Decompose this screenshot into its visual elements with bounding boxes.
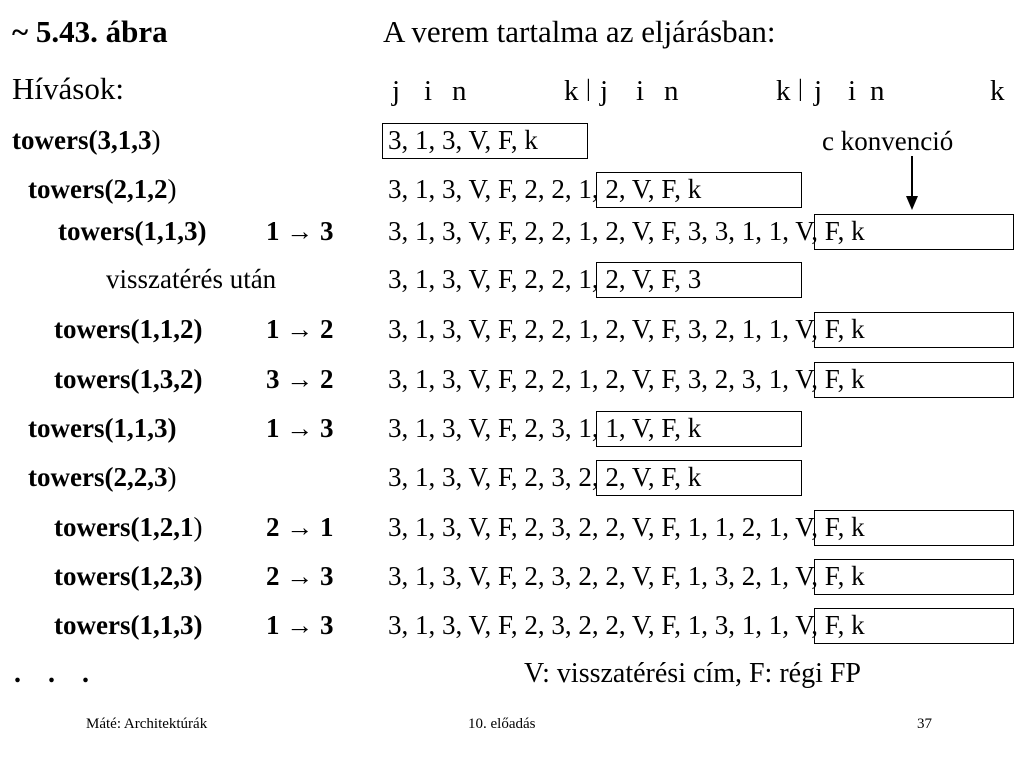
call-close: )	[167, 174, 177, 204]
call-text: towers(1,3,2)	[54, 364, 203, 394]
slide-title: ~ 5.43. ábra	[12, 14, 168, 49]
footer-lecture: 10. előadás	[468, 716, 536, 732]
column-label: n	[452, 75, 467, 107]
move-text: 2 → 1	[266, 512, 334, 542]
stack-text: 3, 1, 3, V, F, 2, 2, 1, 2, V, F, 3, 2, 3, 1, V, F, k	[388, 364, 865, 394]
stack-frame-box	[596, 172, 802, 208]
slide-heading: A verem tartalma az eljárásban:	[383, 14, 776, 49]
stack-frame-box	[814, 510, 1014, 546]
call-row	[28, 464, 176, 491]
move-text: 1 → 3	[266, 413, 334, 443]
call-text: towers(2,2,3	[28, 462, 168, 492]
convention-arrow-icon	[904, 154, 920, 214]
stack-frame-box	[382, 123, 588, 159]
stack-text: 3, 1, 3, V, F, 2, 3, 2, 2, V, F, k	[388, 462, 702, 492]
call-text: towers(1,1,3)	[54, 610, 203, 640]
column-label: k	[776, 75, 791, 107]
call-text: towers(1,1,2)	[54, 314, 203, 344]
move-text: 1 → 3	[266, 610, 334, 640]
column-label: i	[636, 75, 645, 107]
column-label: j	[814, 75, 823, 107]
call-close: )	[151, 125, 161, 155]
call-row	[28, 176, 176, 203]
return-label: visszatérés után	[106, 264, 277, 294]
stack-frame-box	[814, 559, 1014, 595]
column-label: n	[870, 75, 885, 107]
column-label: k	[990, 75, 1005, 107]
calls-label: Hívások:	[12, 71, 124, 106]
call-close: )	[167, 462, 177, 492]
stack-frame-box	[596, 460, 802, 496]
column-divider: |	[798, 76, 803, 102]
call-text: towers(3,1,3	[12, 125, 152, 155]
column-label: i	[424, 75, 433, 107]
convention-label: c konvenció	[822, 126, 954, 156]
stack-text: 3, 1, 3, V, F, 2, 2, 1, 2, V, F, 3, 2, 1, 1, V, F, k	[388, 314, 865, 344]
stack-frame-box	[814, 312, 1014, 348]
move-text: 1 → 3	[266, 216, 334, 246]
stack-frame-box	[596, 411, 802, 447]
stack-frame-box	[814, 214, 1014, 250]
stack-frame-box	[814, 362, 1014, 398]
footer-author: Máté: Architektúrák	[86, 716, 208, 732]
footer-page-number: 37	[917, 716, 932, 732]
stack-text: 3, 1, 3, V, F, 2, 3, 2, 2, V, F, 1, 3, 2, 1, V, F, k	[388, 561, 865, 591]
ellipsis: . . .	[14, 658, 99, 689]
column-divider: |	[586, 76, 591, 102]
stack-text: 3, 1, 3, V, F, 2, 3, 1, 1, V, F, k	[388, 413, 702, 443]
call-close: )	[193, 512, 203, 542]
call-text: towers(1,1,3)	[58, 216, 207, 246]
stack-frame-box	[814, 608, 1014, 644]
column-label: i	[848, 75, 857, 107]
move-text: 3 → 2	[266, 364, 334, 394]
move-text: 2 → 3	[266, 561, 334, 591]
legend-text: V: visszatérési cím, F: régi FP	[524, 658, 861, 689]
column-label: k	[564, 75, 579, 107]
stack-text: 3, 1, 3, V, F, 2, 3, 2, 2, V, F, 1, 3, 1, 1, V, F, k	[388, 610, 865, 640]
column-label: j	[600, 75, 609, 107]
call-text: towers(1,1,3)	[28, 413, 177, 443]
stack-text: 3, 1, 3, V, F, 2, 3, 2, 2, V, F, 1, 1, 2, 1, V, F, k	[388, 512, 865, 542]
column-label: n	[664, 75, 679, 107]
call-text: towers(1,2,1	[54, 512, 194, 542]
stack-text: 3, 1, 3, V, F, 2, 2, 1, 2, V, F, 3, 3, 1, 1, V, F, k	[388, 216, 865, 246]
stack-text: 3, 1, 3, V, F, k	[388, 125, 538, 155]
call-row	[12, 127, 160, 154]
call-row	[54, 514, 202, 541]
call-text: towers(1,2,3)	[54, 561, 203, 591]
stack-text: 3, 1, 3, V, F, 2, 2, 1, 2, V, F, 3	[388, 264, 702, 294]
column-label: j	[392, 75, 401, 107]
call-text: towers(2,1,2	[28, 174, 168, 204]
stack-frame-box	[596, 262, 802, 298]
move-text: 1 → 2	[266, 314, 334, 344]
stack-text: 3, 1, 3, V, F, 2, 2, 1, 2, V, F, k	[388, 174, 702, 204]
